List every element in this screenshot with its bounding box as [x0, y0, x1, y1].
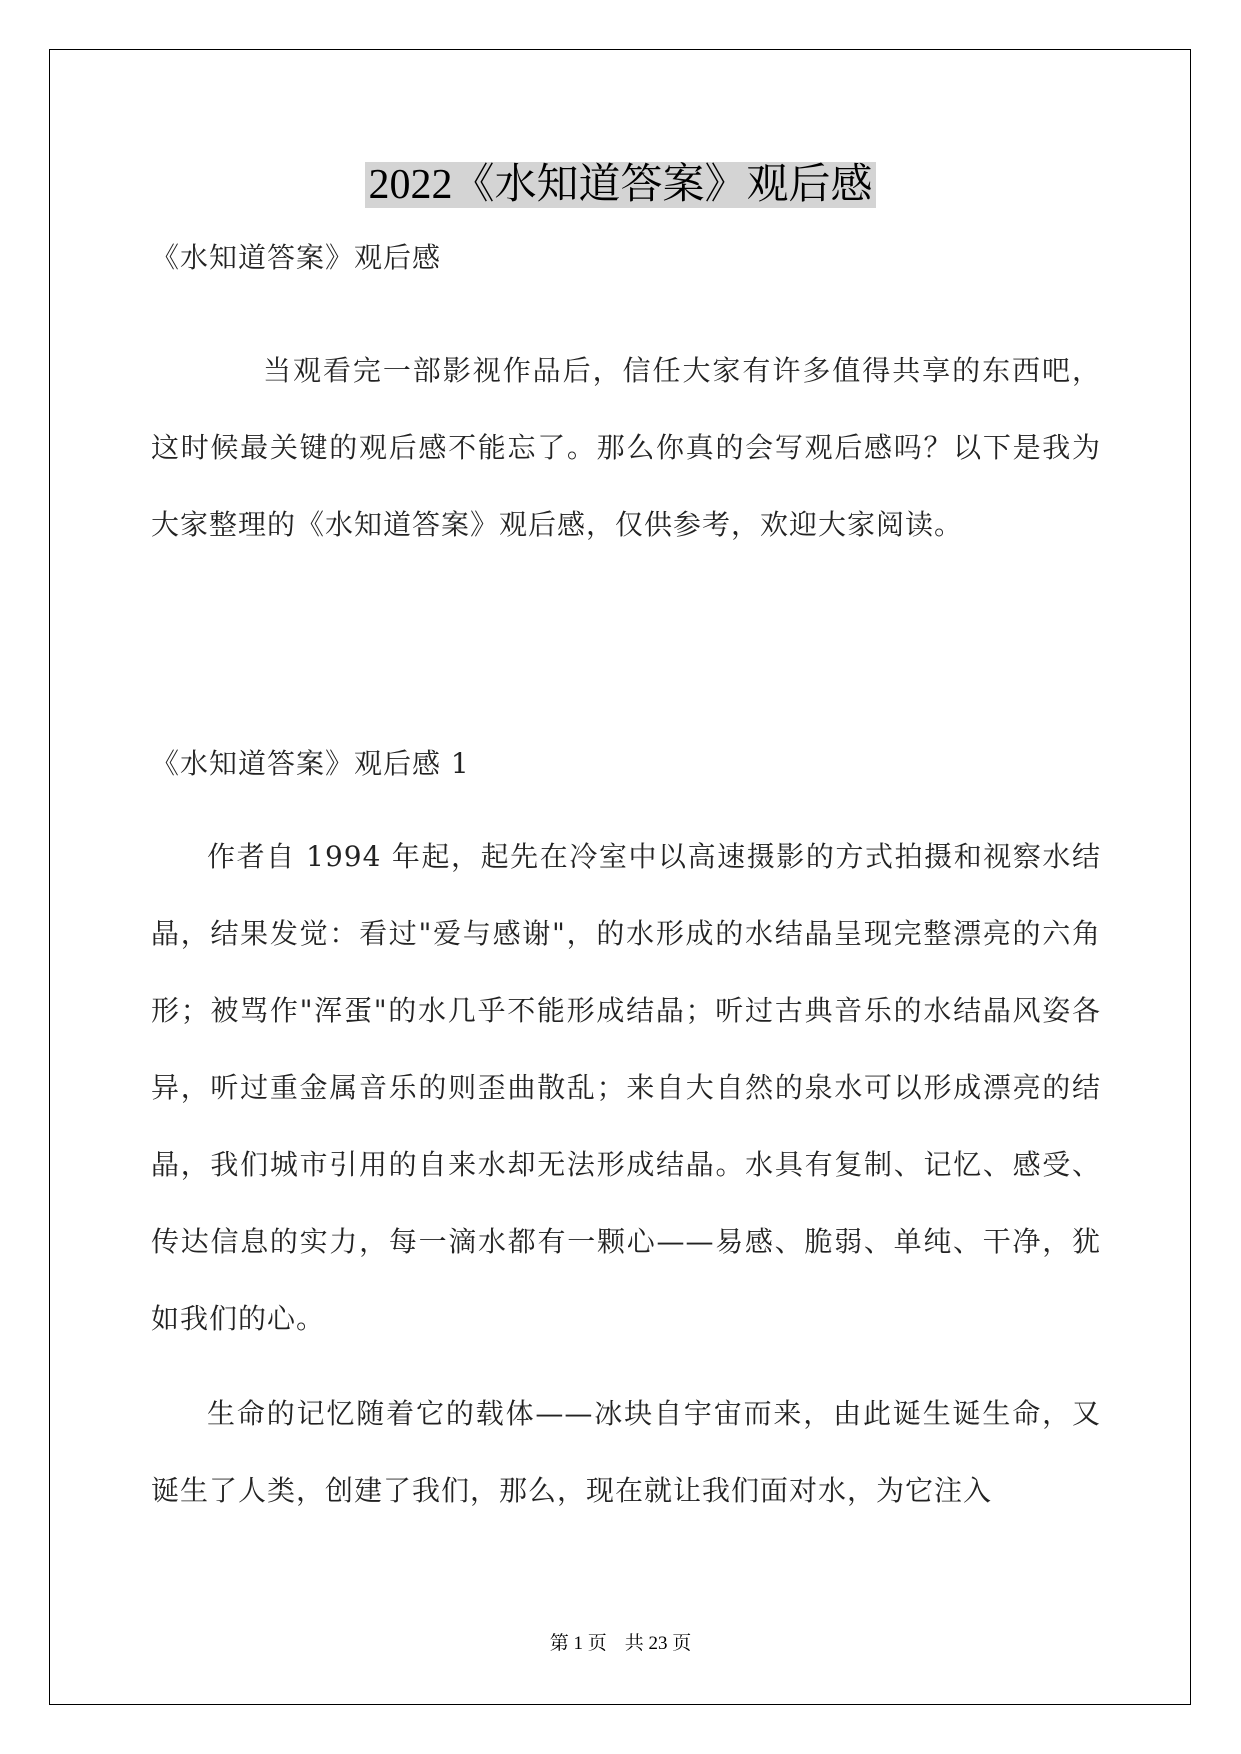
page-footer [0, 1628, 1241, 1655]
body-paragraph-2: 生命的记忆随着它的载体——冰块自宇宙而来，由此诞生诞生命，又诞生了人类，创建了我们，那么，现在就让我们面对水，为它注入 [151, 1397, 1101, 1507]
document-title [0, 155, 1241, 215]
intro-paragraph: 当观看完一部影视作品后，信任大家有许多值得共享的东西吧，这时候最关键的观后感不能忘了。那么你真的会写观后感吗？以下是我为大家整理的《水知道答案》观后感，仅供参考，欢迎大家阅读。 [151, 354, 1101, 541]
page-total: 共 23 页 [624, 1633, 692, 1654]
page-number: 第 1 页 [549, 1633, 607, 1654]
section-heading: 《水知道答案》观后感 1 [151, 747, 470, 780]
subtitle: 《水知道答案》观后感 [151, 241, 442, 274]
document-title-text: 2022《水知道答案》观后感 [365, 162, 875, 208]
body-paragraph-1: 作者自 1994 年起，起先在冷室中以高速摄影的方式拍摄和视察水结晶，结果发觉：看过"爱与感谢"，的水形成的水结晶呈现完整漂亮的六角形；被骂作"浑蛋"的水几乎不能形成结晶；听过古典音乐的水结晶风姿各异，听过重金属音乐的则歪曲散乱；来自大自然的泉水可以形成漂亮的结晶，我们城市引用的自来水却无法形成结晶。水具有复制、记忆、感受、传达信息的实力，每一滴水都有一颗心——易感、脆弱、单纯、干净，犹如我们的心。 [151, 840, 1101, 1335]
